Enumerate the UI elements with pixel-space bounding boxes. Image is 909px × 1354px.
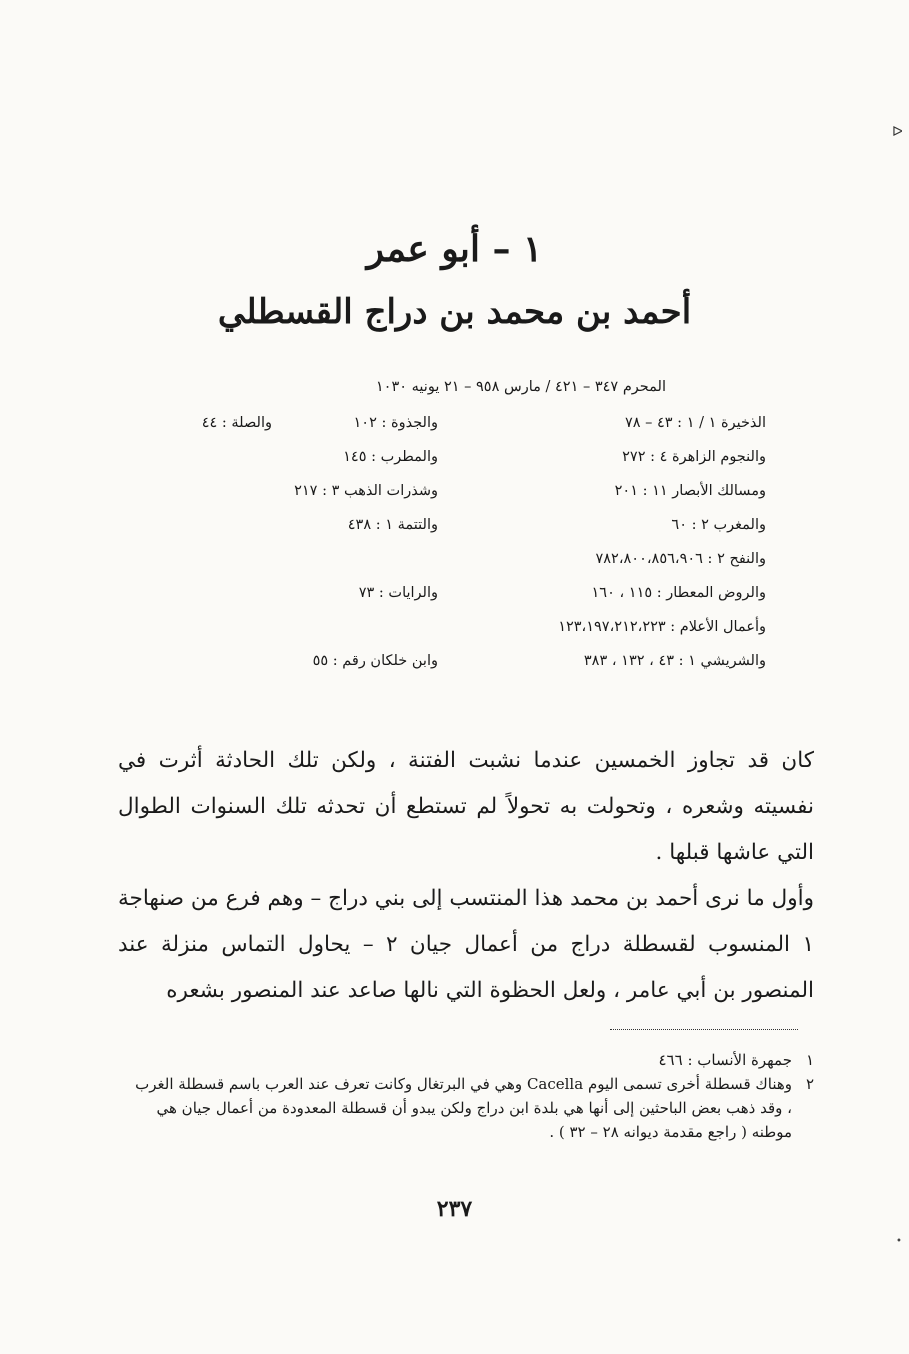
reference-entry: والروض المعطار : ١١٥ ، ١٦٠: [591, 585, 766, 601]
body-text: [118, 738, 814, 1014]
reference-entry: وأعمال الأعلام : ١٢٣،١٩٧،٢١٢،٢٢٣: [558, 619, 766, 635]
reference-entry: والمغرب ٢ : ٦٠: [671, 517, 766, 533]
page-edge-dot: •: [896, 1236, 902, 1247]
page-number: ٢٣٧: [436, 1196, 473, 1222]
reference-row: [180, 474, 766, 508]
person-name: أحمد بن محمد بن دراج القسطلي: [217, 292, 692, 332]
reference-row: [180, 508, 766, 542]
reference-entry: والتتمة ١ : ٤٣٨: [347, 517, 438, 533]
references-list: [180, 406, 766, 678]
reference-entry: الذخيرة ١ / ١ : ٤٣ – ٧٨: [624, 415, 766, 431]
reference-entry: والنفح ٢ : ٧٨٢،٨٠٠،٨٥٦،٩٠٦: [595, 551, 766, 567]
reference-row: [180, 576, 766, 610]
reference-entry: وشذرات الذهب ٣ : ٢١٧: [294, 483, 438, 499]
reference-entry: والنجوم الزاهرة ٤ : ٢٧٢: [622, 449, 766, 465]
reference-entry: والرايات : ٧٣: [358, 585, 438, 601]
footnote: [126, 1072, 814, 1144]
chapter-title: ١ – أبو عمر: [366, 228, 543, 270]
reference-row: [180, 406, 766, 440]
reference-row: [180, 610, 766, 644]
life-dates: المحرم ٣٤٧ – ٤٢١ / مارس ٩٥٨ – ٢١ يونيه ١٠٣٠: [375, 379, 666, 395]
footnotes: [126, 1048, 814, 1144]
reference-row: [180, 542, 766, 576]
page-edge-mark: ᐅ: [892, 124, 903, 140]
reference-entry: والجذوة : ١٠٢: [353, 415, 438, 431]
reference-row: [180, 644, 766, 678]
reference-entry: وابن خلكان رقم : ٥٥: [312, 653, 438, 669]
reference-entry: والشريشي ١ : ٤٣ ، ١٣٢ ، ٣٨٣: [583, 653, 766, 669]
paragraph: وأول ما نرى أحمد بن محمد هذا المنتسب إلى بني دراج – وهم فرع من صنهاجة ١ المنسوب لقسطلة دراج من أعمال جيان ٢ – يحاول التماس منزلة عند المنصور بن أبي عامر ، ولعل الحظوة التي نالها صاعد عند المنصور بشعره: [118, 886, 814, 1003]
footnote-text: جمهرة الأنساب : ٤٦٦: [658, 1051, 792, 1069]
footnote: [126, 1048, 814, 1072]
paragraph: كان قد تجاوز الخمسين عندما نشبت الفتنة ، ولكن تلك الحادثة أثرت في نفسيته وشعره ، وتحولت به تحولاً لم تستطع أن تحدثه تلك السنوات الطوال التي عاشها قبلها .: [118, 748, 814, 865]
reference-entry: ومسالك الأبصار ١١ : ٢٠١: [614, 483, 766, 499]
footnote-number: ١: [805, 1051, 814, 1069]
reference-row: [180, 440, 766, 474]
reference-entry: والصلة : ٤٤: [201, 415, 272, 431]
footnote-separator: [610, 1029, 798, 1030]
footnote-number: ٢: [805, 1075, 814, 1093]
reference-entry: والمطرب : ١٤٥: [343, 449, 438, 465]
footnote-text: وهناك قسطلة أخرى تسمى اليوم Cacella وهي في البرتغال وكانت تعرف عند العرب باسم قسطلة الغرب ، وقد ذهب بعض الباحثين إلى أنها هي بلدة ابن دراج ولكن يبدو أن قسطلة المعدودة من أعمال جيان هي موطنه ( راجع مقدمة ديوانه ٢٨ – ٣٢ ) .: [135, 1075, 792, 1141]
